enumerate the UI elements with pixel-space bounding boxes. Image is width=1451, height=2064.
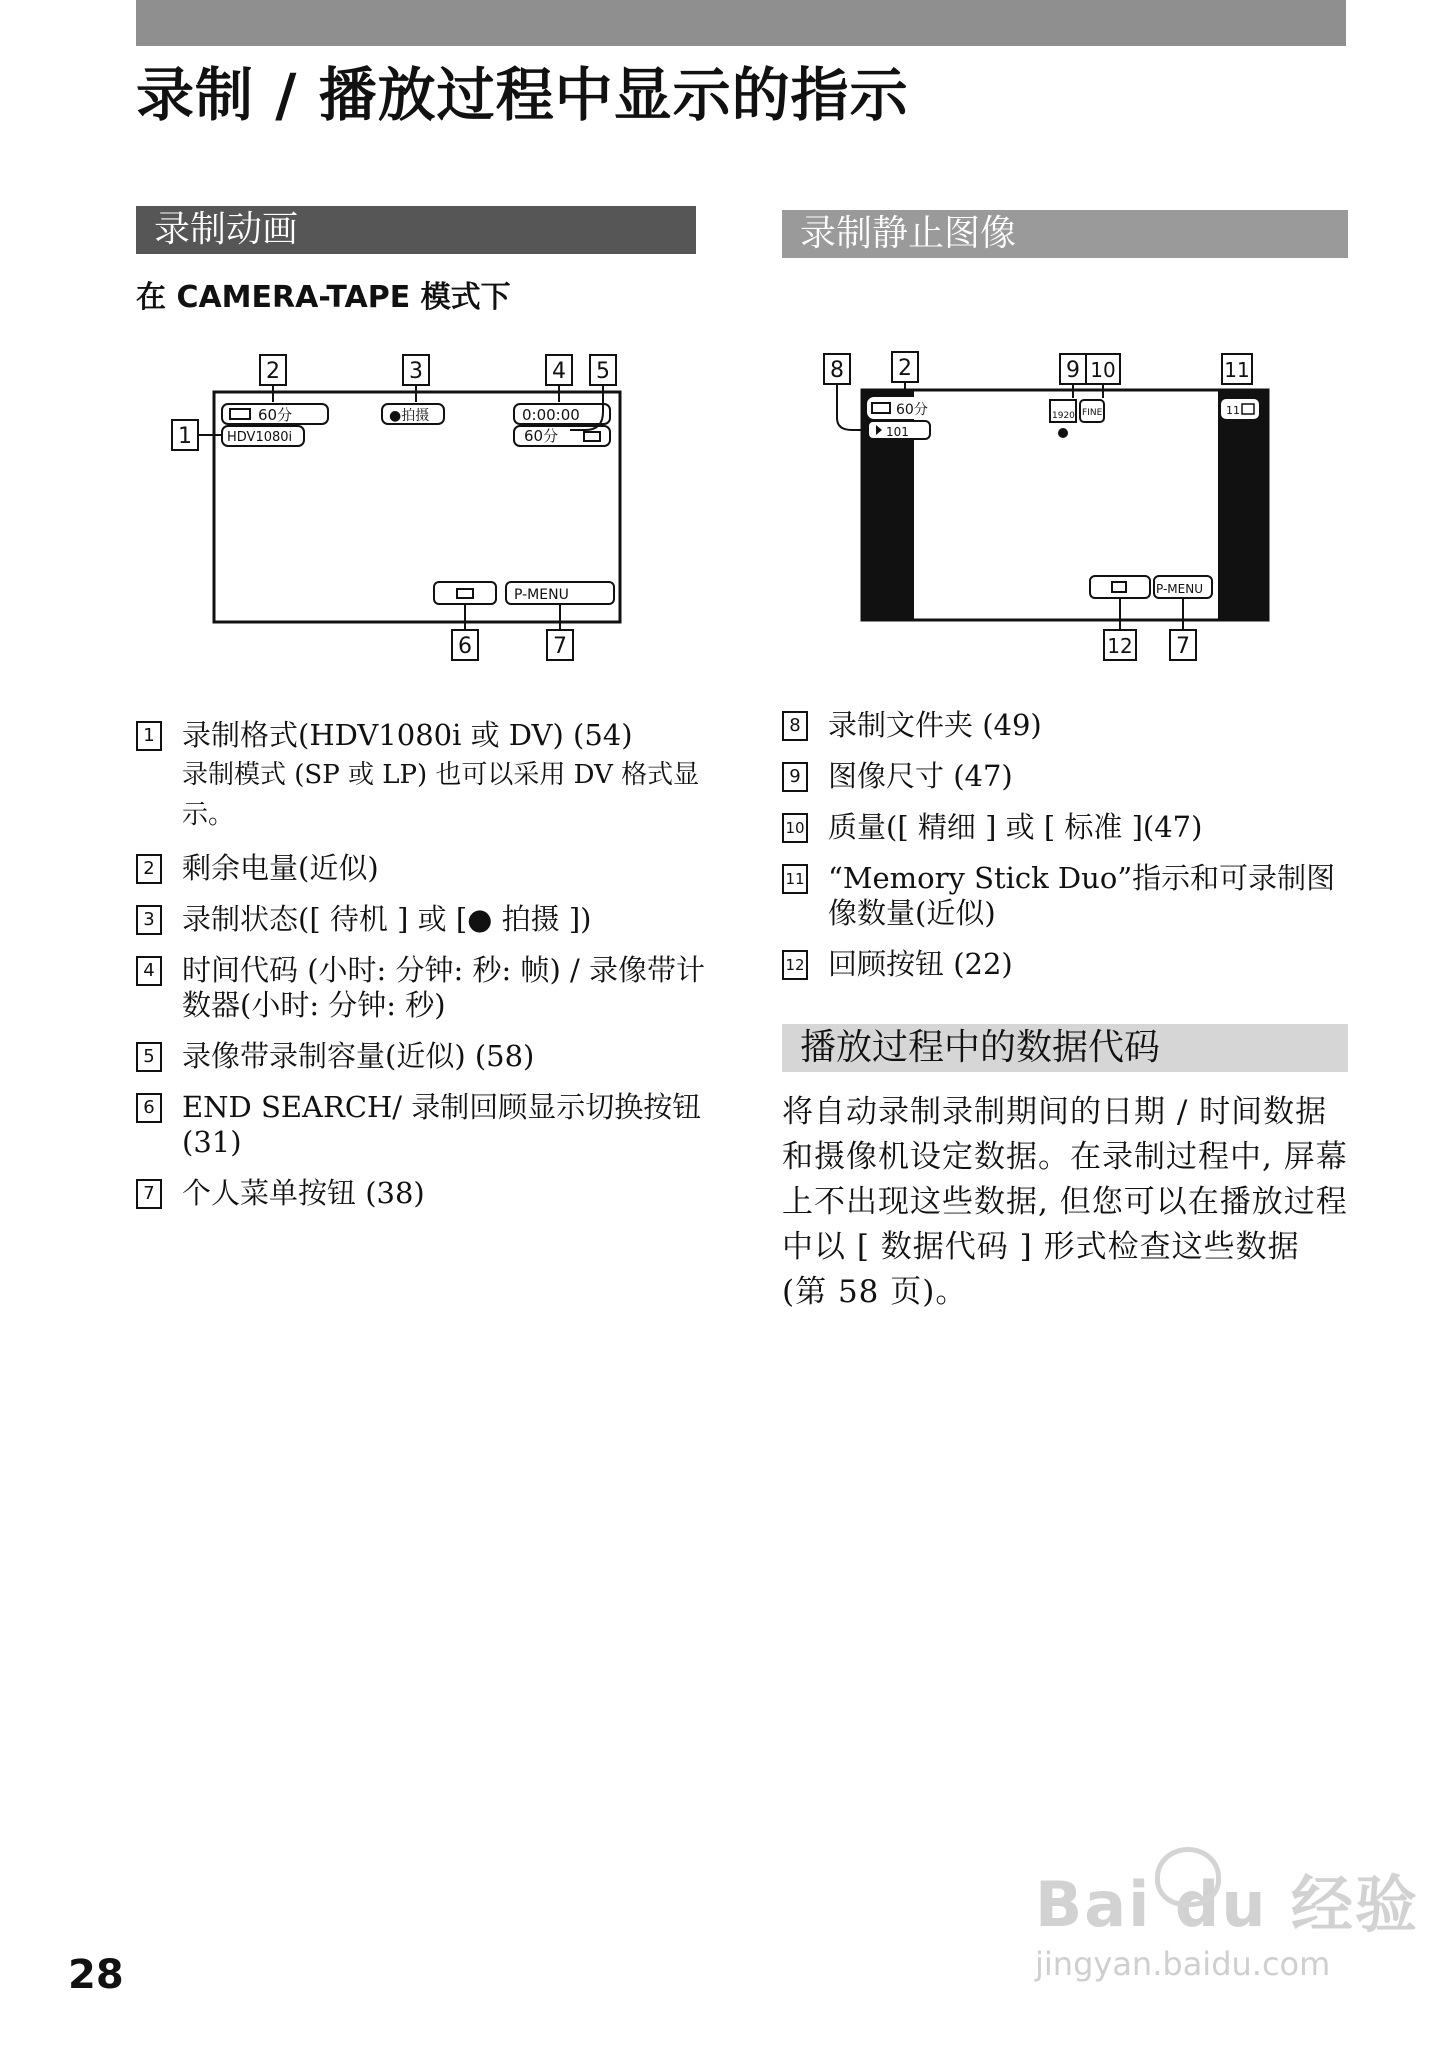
mode-line: 在 CAMERA-TAPE 模式下 (136, 280, 511, 315)
folder-readout: 101 (886, 425, 909, 439)
callout-label: 2 (266, 359, 280, 384)
item-number: 12 (782, 950, 808, 980)
callout-label: 5 (596, 359, 610, 384)
end-search-button (434, 582, 496, 604)
callout-label: 1 (178, 424, 192, 449)
callout-label: 2 (898, 356, 912, 381)
pmenu-label: P-MENU (1156, 582, 1203, 596)
item-number: 9 (782, 762, 808, 792)
watermark-url: jingyan.baidu.com (1035, 1945, 1331, 1983)
review-button (1090, 576, 1150, 598)
pmenu-label: P-MENU (514, 587, 569, 603)
item-text: “Memory Stick Duo”指示和可录制图像数量(近似) (828, 861, 1336, 930)
item-text: 个人菜单按钮 (38) (182, 1176, 425, 1210)
list-item (136, 1090, 706, 1160)
battery-readout: 60分 (258, 406, 293, 424)
list-item (782, 708, 1348, 743)
item-number: 5 (136, 1042, 162, 1072)
watermark-brand: Bai du 经验 (1035, 1868, 1420, 1941)
item-text: 录制格式(HDV1080i 或 DV) (54) (182, 718, 633, 752)
page-title: 录制 / 播放过程中显示的指示 (136, 61, 909, 129)
page-number: 28 (68, 1952, 124, 1998)
callout-label: 7 (553, 634, 567, 659)
item-text: 图像尺寸 (47) (828, 759, 1013, 793)
callout-label: 11 (1224, 358, 1250, 382)
timecode-readout: 0:00:00 (522, 406, 580, 424)
format-readout: HDV1080i (227, 430, 293, 445)
quality-readout: FINE (1082, 408, 1103, 418)
item-text: 质量([ 精细 ] 或 [ 标准 ](47) (828, 810, 1203, 844)
item-text: 剩余电量(近似) (182, 851, 379, 885)
tape-icon (457, 589, 473, 598)
list-item (782, 810, 1348, 845)
item-note: 录制模式 (SP 或 LP) 也可以采用 DV 格式显示。 (182, 760, 700, 830)
battery-readout: 60分 (896, 402, 928, 418)
list-item (136, 718, 706, 835)
tape-remaining-readout: 60分 (524, 427, 559, 445)
item-text: 录像带录制容量(近似) (58) (182, 1039, 535, 1073)
image-size-readout: 1920 (1052, 411, 1075, 421)
callout-label: 3 (409, 359, 423, 384)
list-item (136, 953, 706, 1023)
list-item (136, 1039, 706, 1074)
callout-label: 9 (1066, 358, 1080, 383)
paw-icon (1155, 1847, 1221, 1907)
item-number: 8 (782, 711, 808, 741)
recording-dot (1058, 428, 1068, 438)
movie-indicator-list (136, 718, 706, 1227)
callout-label: 12 (1107, 634, 1133, 658)
baidu-watermark (1035, 1855, 1420, 1983)
data-code-paragraph: 将自动录制录制期间的日期 / 时间数据和摄像机设定数据。在录制过程中, 屏幕上不出现这些数据, 但您可以在播放过程中以 [ 数据代码 ] 形式检查这些数据 (第 58 页)。 (782, 1094, 1348, 1310)
list-item (782, 759, 1348, 794)
remaining-images-readout: 11 (1226, 404, 1240, 417)
list-item (136, 902, 706, 937)
list-item (782, 861, 1348, 931)
item-number: 11 (782, 864, 808, 894)
item-number: 4 (136, 956, 162, 986)
callout-label: 7 (1176, 634, 1190, 659)
item-text: END SEARCH/ 录制回顾显示切换按钮 (31) (182, 1090, 702, 1159)
item-text: 录制文件夹 (49) (828, 708, 1042, 742)
item-number: 10 (782, 813, 808, 843)
item-number: 1 (136, 721, 162, 751)
callout-label: 4 (552, 359, 566, 384)
section-heading-record-still: 录制静止图像 (782, 210, 1348, 258)
still-display-diagram (810, 348, 1290, 668)
list-item (782, 947, 1348, 982)
top-bar (136, 0, 1346, 46)
status-readout: ●拍摄 (389, 408, 430, 424)
item-text: 时间代码 (小时: 分钟: 秒: 帧) / 录像带计数器(小时: 分钟: 秒) (182, 953, 706, 1022)
item-text: 录制状态([ 待机 ] 或 [● 拍摄 ]) (182, 902, 592, 936)
item-number: 2 (136, 854, 162, 884)
callout-label: 6 (458, 634, 472, 659)
item-text: 回顾按钮 (22) (828, 947, 1013, 981)
tape-icon (584, 432, 600, 441)
section-heading-record-movie: 录制动画 (136, 206, 696, 254)
callout-label: 8 (830, 358, 844, 383)
item-number: 7 (136, 1179, 162, 1209)
item-number: 6 (136, 1093, 162, 1123)
callout-label: 10 (1090, 358, 1116, 382)
item-number: 3 (136, 905, 162, 935)
list-item (136, 1176, 706, 1211)
battery-icon (230, 409, 250, 419)
movie-display-diagram (160, 350, 640, 670)
still-indicator-list (782, 708, 1348, 998)
list-item (136, 851, 706, 886)
section-heading-data-code: 播放过程中的数据代码 (782, 1024, 1348, 1072)
right-black-bar (1218, 390, 1268, 620)
